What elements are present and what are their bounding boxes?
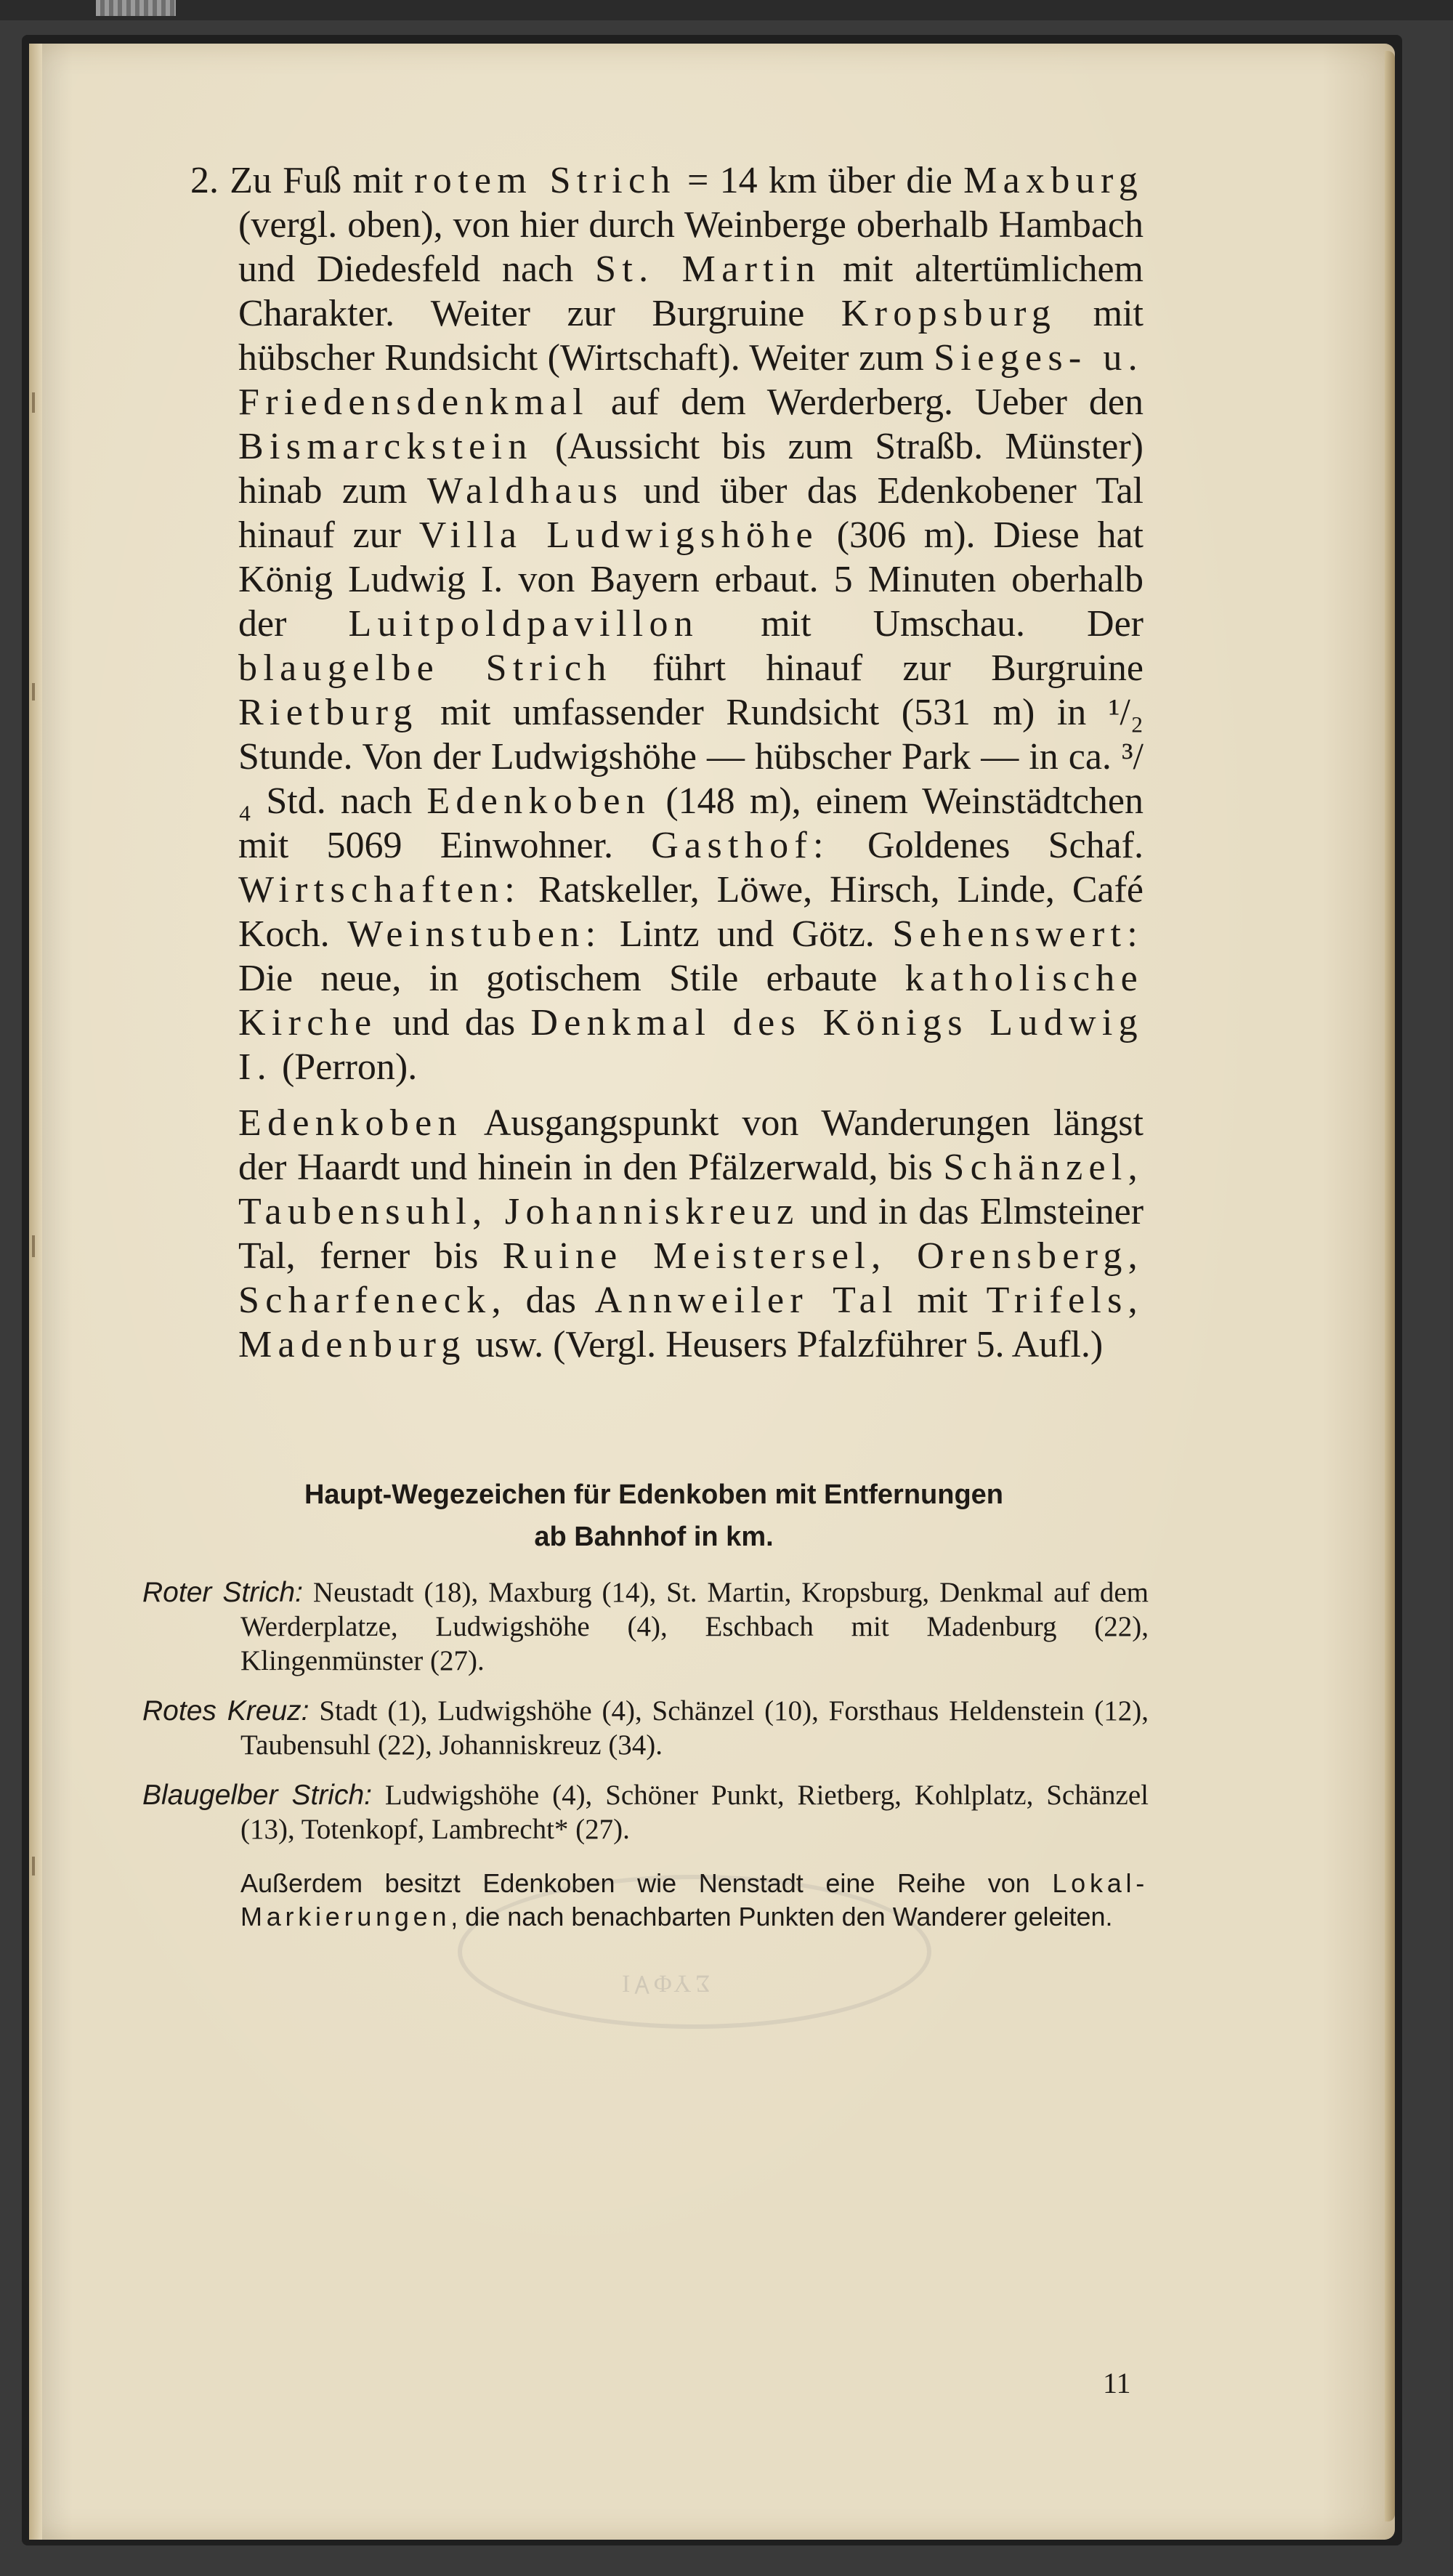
text-run: mit hübscher Rundsicht (Wirtschaft). Weiter zum xyxy=(238,293,1144,379)
spaced-term: St. Martin xyxy=(595,249,822,290)
text-run: mit Umschau. Der xyxy=(699,603,1144,645)
legend-label: Rotes Kreuz: xyxy=(142,1695,309,1727)
spaced-term: Schänzel, Taubensuhl, Johanniskreuz xyxy=(238,1147,1144,1232)
page-number: 11 xyxy=(1103,2367,1131,2399)
spaced-term: Edenkoben xyxy=(426,780,652,822)
spaced-term: Weinstuben: xyxy=(347,913,602,955)
text-run: Ausgangspunkt von Wanderungen längst der Haardt und hinein in den Pfälzerwald, bis xyxy=(238,1102,1144,1188)
margin-mark xyxy=(32,1235,35,1257)
text-run: = 14 km über die xyxy=(676,160,964,201)
spaced-term: Sehenswert: xyxy=(892,913,1144,955)
spaced-term: Kropsburg xyxy=(841,293,1057,334)
spaced-term: Edenkoben xyxy=(238,1102,463,1144)
legend-entry-blue-yellow-line xyxy=(142,1778,1149,1846)
legend-text: Stadt (1), Ludwigshöhe (4), Schänzel (10), Forsthaus Heldenstein (12), Taubensuhl (22), Johanniskreuz (34). xyxy=(240,1695,1149,1761)
text-run: (Aussicht bis zum Straßb. Münster) hinab zum xyxy=(238,426,1144,512)
text-run: Außerdem besitzt Edenkoben wie Nenstadt eine Reihe von xyxy=(240,1868,1053,1898)
spaced-term: Waldhaus xyxy=(426,470,624,512)
text-run: das xyxy=(506,1280,595,1321)
spaced-term: rotem Strich xyxy=(414,160,676,201)
spaced-term: Rietburg xyxy=(238,692,418,733)
margin-mark xyxy=(32,1857,35,1876)
library-stamp-text: ΣΥΦ∀Ι xyxy=(618,1970,711,1997)
spaced-term: Gasthof: xyxy=(651,825,830,866)
legend-entry-red-cross xyxy=(142,1694,1149,1762)
text-run: führt hinauf zur Burgruine xyxy=(612,647,1144,689)
text-run: und über das Edenkobener Tal hinauf zur xyxy=(238,470,1144,556)
text-run: (148 m), einem Weinstädtchen mit 5069 Einwohner. xyxy=(238,780,1144,866)
text-run: mit xyxy=(898,1280,987,1321)
page-right-edge xyxy=(1385,51,1395,2522)
trail-marker-legend xyxy=(142,1575,1149,1934)
spaced-term: Trifels, Madenburg xyxy=(238,1280,1144,1365)
spaced-term: Sieges- u. Friedensdenkmal xyxy=(238,337,1144,423)
paragraph-edenkoben-excursions xyxy=(187,1101,1144,1367)
legend-entry-red-line xyxy=(142,1575,1149,1678)
spaced-term: blaugelbe Strich xyxy=(238,647,612,689)
text-run: Ratskeller, Löwe, Hirsch, Linde, Café Koch. xyxy=(238,869,1144,955)
text-run: und das xyxy=(377,1002,531,1043)
color-calibration-strip xyxy=(96,0,176,16)
text-run: Lintz und Götz. xyxy=(602,913,893,955)
text-run: mit umfassender Rundsicht (531 m) in ¹/₂ Stunde. Von der Ludwigshöhe — hübscher Park — in ca. ³/₄ Std. nach xyxy=(238,692,1144,822)
heading-line-1: Haupt-Wegezeichen für Edenkoben mit Entfernungen xyxy=(304,1479,1004,1510)
text-run: , die nach benachbarten Punkten den Wanderer geleiten. xyxy=(450,1902,1113,1931)
text-run: (Perron). xyxy=(272,1046,418,1088)
spaced-term: katholische Kirche xyxy=(238,958,1144,1043)
legend-text: Ludwigshöhe (4), Schöner Punkt, Rietberg, Kohlplatz, Schänzel (13), Totenkopf, Lambrecht* (27). xyxy=(240,1780,1149,1845)
spaced-term: Bismarckstein xyxy=(238,426,533,467)
page-binding-edge xyxy=(29,44,42,2540)
spaced-term: Luitpoldpavillon xyxy=(348,603,700,645)
text-run: auf dem Werderberg. Ueber den xyxy=(588,381,1144,423)
text-run: usw. (Vergl. Heusers Pfalzführer 5. Aufl.) xyxy=(466,1324,1104,1365)
text-run: (vergl. oben), von hier durch Weinberge oberhalb Hambach und Diedesfeld nach xyxy=(238,204,1144,290)
spaced-term: Villa Ludwigshöhe xyxy=(418,514,819,556)
legend-label: Roter Strich: xyxy=(142,1577,303,1608)
text-run: Die neue, in gotischem Stile erbaute xyxy=(238,958,905,999)
section-heading xyxy=(196,1474,1112,1558)
legend-label: Blaugelber Strich: xyxy=(142,1780,372,1811)
text-run: (306 m). Diese hat König Ludwig I. von Bayern erbaut. 5 Minuten oberhalb der xyxy=(238,514,1144,645)
spaced-term: Lokal-Markierungen xyxy=(240,1868,1149,1931)
text-run: Goldenes Schaf. xyxy=(829,825,1144,866)
spaced-term: Wirtschaften: xyxy=(238,869,522,911)
heading-line-2: ab Bahnhof in km. xyxy=(534,1522,774,1552)
viewer-top-bar xyxy=(0,0,1453,20)
margin-mark xyxy=(32,392,35,413)
local-markings-note xyxy=(240,1867,1149,1934)
text-run: und in das Elmsteiner Tal, ferner bis xyxy=(238,1191,1144,1277)
spaced-term: Denkmal des Königs Ludwig I. xyxy=(238,1002,1144,1088)
text-run: 2. Zu Fuß mit xyxy=(190,160,415,201)
spaced-term: Ruine Meistersel, Orensberg, Scharfeneck, xyxy=(238,1235,1144,1321)
margin-mark xyxy=(32,683,35,700)
paragraph-route-2 xyxy=(187,158,1144,1089)
text-run: mit altertümlichem Charakter. Weiter zur Burgruine xyxy=(238,249,1144,334)
spaced-term: Annweiler Tal xyxy=(594,1280,899,1321)
main-text xyxy=(187,158,1144,1367)
legend-text: Neustadt (18), Maxburg (14), St. Martin, Kropsburg, Denkmal auf dem Werderplatze, Ludwigshöhe (4), Eschbach mit Madenburg (22), Klingenmünster (27). xyxy=(240,1577,1149,1676)
spaced-term: Maxburg xyxy=(963,160,1144,201)
